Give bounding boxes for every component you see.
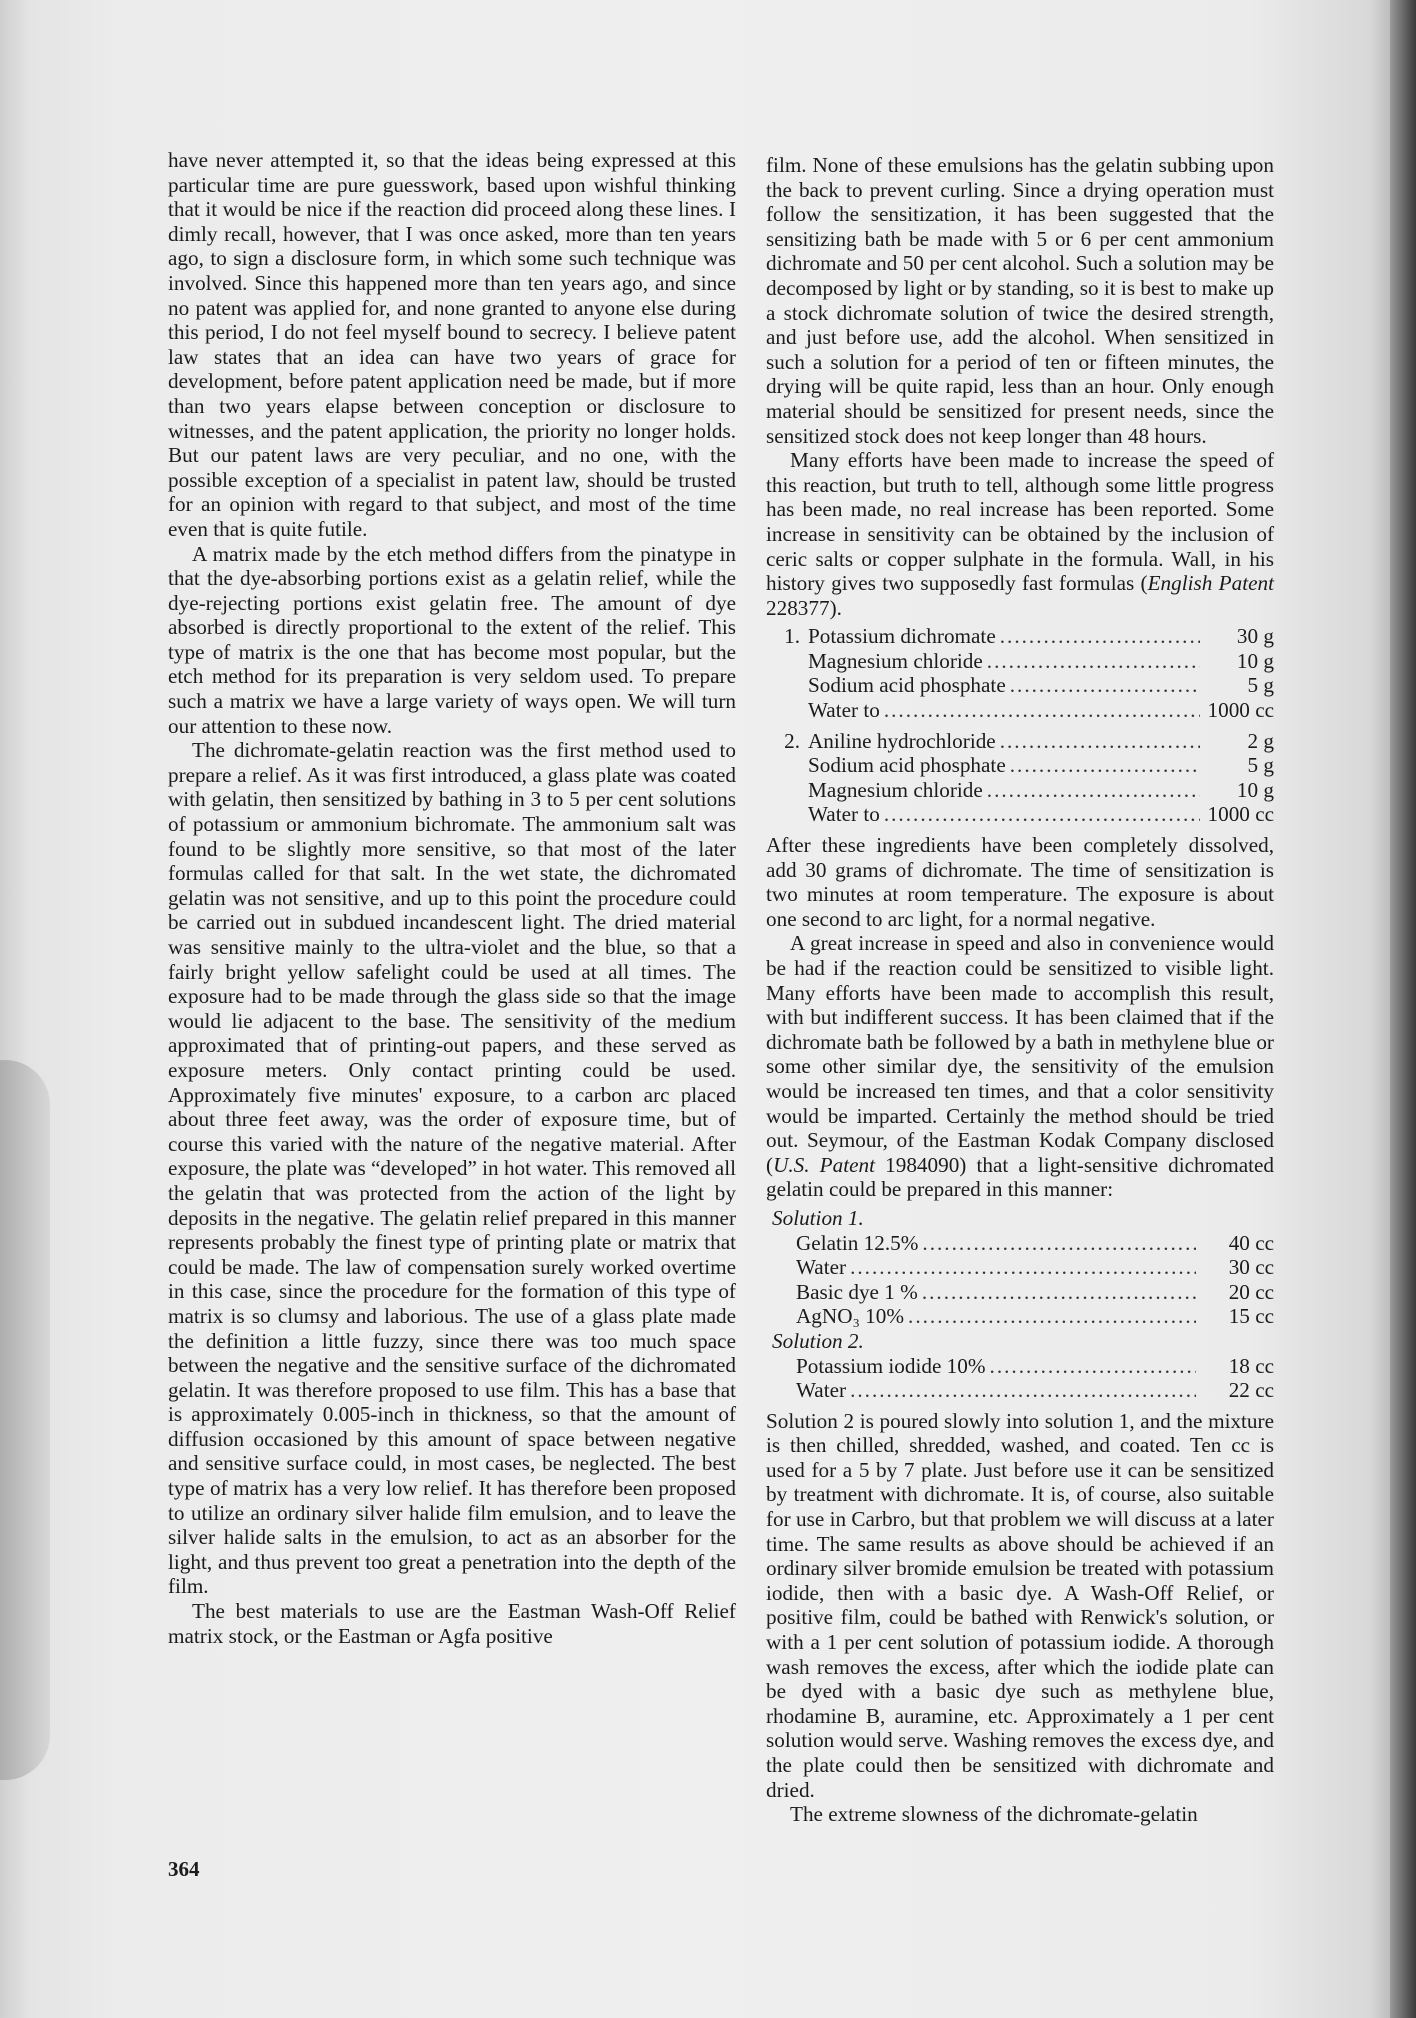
solution-row — [796, 1354, 1274, 1379]
solution-row — [796, 1280, 1274, 1305]
paragraph: Solution 2 is poured slowly into solution 1, and the mixture is then chilled, shredded, washed, and coated. Ten cc is used for a 5 by 7 plate. Just before use it can be sensitized by treatment with dichromate. It is, of course, also suitable for use in Carbro, but that problem we will discuss at a later time. The same results as above should be achieved if an ordinary silver bromide emulsion be treated with potassium iodide, then with a basic dye. A Wash-Off Relief, or positive film, could be bathed with Renwick's solution, or with a 1 per cent solution of potassium iodide. A thorough wash removes the excess, after which the iodide plate can be dyed with a basic dye such as methylene blue, rhodamine B, auramine, etc. Approximately a 1 per cent solution would serve. Washing removes the excess dye, and the plate could then be sensitized with dichromate and dried. — [766, 1408, 1274, 1802]
ingredient-name: Basic dye 1 % — [796, 1279, 918, 1304]
ingredient-name: Gelatin 12.5% — [796, 1230, 919, 1255]
ingredient-name: Sodium acid phosphate — [808, 753, 1006, 778]
formula-row — [766, 649, 1274, 674]
solution-title: Solution 2. — [772, 1328, 864, 1353]
patent-reference: U.S. Patent — [773, 1152, 875, 1177]
paragraph-text: Many efforts have been made to increase the speed of this reaction, but truth to tell, although some little progress has been made, no real increase has been reported. Some increase in sensitivity can be obtained by the inclusion of ceric salts or copper sulphate in the formula. Wall, in his history gives two supposedly fast formulas ( — [766, 448, 1274, 596]
ingredient-amount: 1000 cc — [1207, 698, 1274, 723]
ingredient-name: Water to — [808, 802, 880, 827]
formula-2 — [766, 729, 1274, 827]
solution-row — [796, 1231, 1274, 1256]
ingredient-name: Aniline hydrochloride — [808, 728, 996, 753]
ingredient-name: Water to — [808, 698, 880, 723]
formula-row — [766, 698, 1274, 723]
solution-1 — [766, 1206, 1274, 1403]
formula-row — [766, 753, 1274, 778]
ingredient-amount: 20 cc — [1228, 1279, 1274, 1304]
left-column — [168, 148, 736, 1648]
ingredient-name: Sodium acid phosphate — [808, 673, 1006, 698]
formula-row — [766, 778, 1274, 803]
ingredient-name: Magnesium chloride — [808, 777, 983, 802]
formula-number: 1. — [784, 624, 800, 649]
formula-row — [766, 802, 1274, 827]
formula-number: 2. — [784, 728, 800, 753]
solution-title: Solution 1. — [772, 1205, 864, 1230]
paragraph — [766, 448, 1274, 620]
ingredient-amount: 15 cc — [1228, 1304, 1274, 1329]
ingredient-amount: 5 g — [1247, 753, 1274, 778]
ingredient-amount: 18 cc — [1228, 1353, 1274, 1378]
ingredient-name: Magnesium chloride — [808, 648, 983, 673]
paragraph: A matrix made by the etch method differs from the pinatype in that the dye-absorbing portions exist as a gelatin relief, while the dye-rejecting portions exist gelatin free. The amount of dye absorbed is directly proportional to the extent of the relief. This type of matrix is the one that has become most popular, but the etch method for its preparation is very seldom used. To prepare such a matrix we have a large variety of ways open. We will turn our attention to these now. — [168, 541, 736, 738]
solution-row — [796, 1304, 1274, 1329]
ingredient-amount: 1000 cc — [1207, 802, 1274, 827]
paragraph: have never attempted it, so that the ideas being expressed at this particular time are pure guesswork, based upon wishful thinking that it would be nice if the reaction did proceed along these lines. I dimly recall, however, that I was once asked, more than ten years ago, to sign a disclosure form, in which some such technique was involved. Since this happened more than ten years ago, and since no patent was applied for, and none granted to anyone else during this period, I do not feel myself bound to secrecy. I believe patent law states that an idea can have two years of grace for development, before patent application need be made, but if more than two years elapse between conception or disclosure to witnesses, and the patent application, the priority no longer holds. But our patent laws are very peculiar, and no one, with the possible exception of a specialist in patent law, should be trusted for an opinion with regard to that subject, and most of the time even that is quite futile. — [168, 148, 736, 541]
book-spine-edge — [1390, 0, 1416, 2018]
ingredient-amount: 30 cc — [1228, 1255, 1274, 1280]
page-number: 364 — [168, 1857, 200, 1881]
solution-row — [796, 1255, 1274, 1280]
right-column — [766, 153, 1274, 1827]
ingredient-name: Water — [796, 1255, 847, 1280]
paragraph: The extreme slowness of the dichromate-gelatin — [790, 1802, 1198, 1827]
paragraph: After these ingredients have been completely dissolved, add 30 grams of dichromate. The time of sensitization is two minutes at room temperature. The exposure is about one second to arc light, for a normal negative. — [766, 833, 1274, 931]
patent-number: 228377). — [766, 595, 842, 620]
ingredient-name: Water — [796, 1378, 847, 1403]
ingredient-name: Potassium iodide 10% — [796, 1353, 986, 1378]
paragraph: The best materials to use are the Eastman Wash-Off Relief matrix stock, or the Eastman or Agfa positive — [168, 1599, 736, 1648]
formula-1 — [766, 624, 1274, 722]
paragraph: film. None of these emulsions has the gelatin subbing upon the back to prevent curling. Since a drying operation must follow the sensitization, it has been suggested that the sensitizing bath be made with 5 or 6 per cent ammonium dichromate and 50 per cent alcohol. Such a solution may be decomposed by light or by standing, so it is best to make up a stock dichromate solution of twice the desired strength, and just before use, add the alcohol. When sensitized in such a solution for a period of ten or fifteen minutes, the drying will be quite rapid, less than an hour. Only enough material should be sensitized for present needs, since the sensitized stock does not keep longer than 48 hours. — [766, 153, 1274, 448]
formula-row — [766, 673, 1274, 698]
ingredient-amount: 10 g — [1236, 777, 1274, 802]
ingredient-amount: 2 g — [1247, 728, 1274, 753]
ingredient-name: Potassium dichromate — [808, 624, 996, 649]
paragraph — [766, 931, 1274, 1202]
solution-row — [796, 1378, 1274, 1403]
ingredient-amount: 40 cc — [1228, 1230, 1274, 1255]
formula-row — [766, 729, 1274, 754]
ingredient-amount: 10 g — [1236, 648, 1274, 673]
patent-reference: English Patent — [1147, 571, 1274, 596]
formula-row — [766, 624, 1274, 649]
ingredient-amount: 22 cc — [1228, 1378, 1274, 1403]
paragraph-text: 1984090) that a light-sensitive dichromated gelatin could be prepared in this manner: — [766, 1152, 1274, 1202]
ingredient-amount: 30 g — [1236, 624, 1274, 649]
thumb-shadow — [0, 1060, 50, 1780]
ingredient-name: AgNO₃ 10% — [796, 1304, 905, 1329]
paragraph-text: A great increase in speed and also in convenience would be had if the reaction could be sensitized to visible light. Many efforts have been made to accomplish this result, with but indifferent success. It has been claimed that if the dichromate bath be followed by a bath in methylene blue or some other similar dye, the sensitivity of the emulsion would be increased ten times, and that a color sensitivity would be imparted. Certainly the method should be tried out. Seymour, of the Eastman Kodak Company disclosed ( — [766, 931, 1274, 1177]
ingredient-amount: 5 g — [1247, 673, 1274, 698]
paragraph: The dichromate-gelatin reaction was the first method used to prepare a relief. As it was first introduced, a glass plate was coated with gelatin, then sensitized by bathing in 3 to 5 per cent solutions of potassium or ammonium bichromate. The ammonium salt was found to be slightly more sensitive, so that most of the later formulas called for that salt. In the wet state, the dichromated gelatin was not sensitive, and up to this point the procedure could be carried out in subdued incandescent light. The dried material was sensitive mainly to the ultra-violet and the blue, so that a fairly bright yellow safelight could be used at all times. The exposure had to be made through the glass side so that the image would lie adjacent to the base. The sensitivity of the medium approximated that of printing-out papers, and these served as exposure meters. Only contact printing could be used. Approximately five minutes' exposure, to a carbon arc placed about three feet away, was the order of exposure time, but of course this varied with the nature of the negative material. After exposure, the plate was “developed” in hot water. This removed all the gelatin that was protected from the action of the light by deposits in the negative. The gelatin relief prepared in this manner represents probably the finest type of printing plate or matrix that could be made. The law of compensation surely worked overtime in this case, since the procedure for the formation of this type of matrix is so clumsy and laborious. The use of a glass plate made the definition a little fuzzy, since there was too much space between the negative and the sensitive surface of the dichromated gelatin. It was therefore proposed to use film. This has a base that is approximately 0.005-inch in thickness, so that the amount of diffusion occasioned by this amount of space between negative and sensitive surface could, in most cases, be neglected. The best type of matrix has a very low relief. It has therefore been proposed to utilize an ordinary silver halide film emulsion, and to leave the silver halide salts in the emulsion, to act as an absorber for the light, and thus prevent too great a penetration into the depth of the film. — [168, 738, 736, 1599]
